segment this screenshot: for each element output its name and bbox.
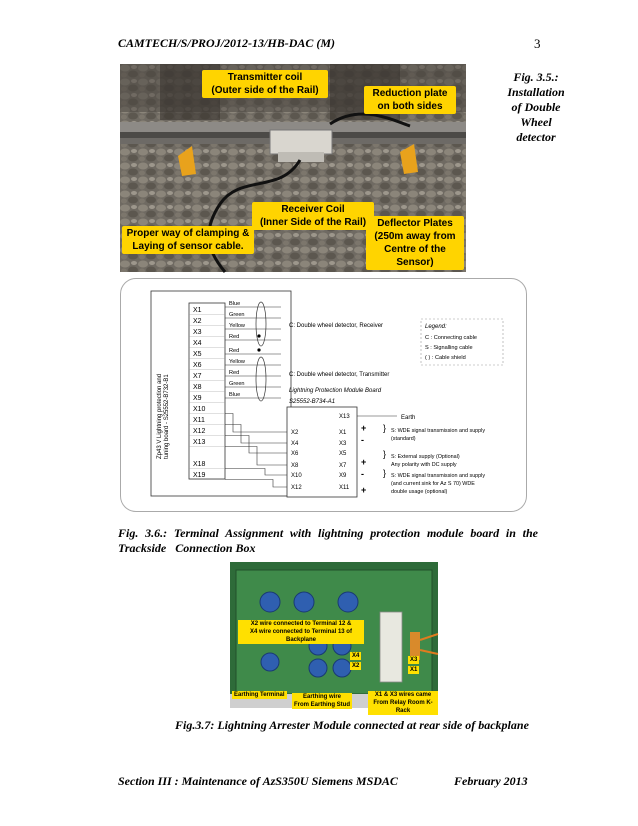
transmitter-label: C: Double wheel detector, Transmitter bbox=[289, 372, 390, 378]
receiver-coil-callout bbox=[252, 202, 374, 230]
fig35-caption bbox=[470, 70, 602, 145]
wire-color-label: Blue bbox=[229, 392, 241, 398]
signal-note-line: Any polarity with DC supply bbox=[391, 462, 457, 468]
terminal-label: X3 bbox=[193, 329, 202, 336]
module-terminal-label: X11 bbox=[339, 485, 350, 491]
module-terminal-label: X5 bbox=[339, 451, 347, 457]
x2-x4-wire-label bbox=[238, 620, 364, 644]
wire-color-label: Yellow bbox=[229, 359, 245, 365]
wire-color-label: Red bbox=[229, 348, 240, 354]
page-number: 3 bbox=[534, 36, 541, 51]
legend-item: ( ) : Cable shield bbox=[425, 355, 466, 361]
module-terminal-label: X1 bbox=[339, 430, 347, 436]
earth-label: Earth bbox=[401, 415, 416, 421]
side-label-2: tuning board - S25552-B732-B1 bbox=[164, 374, 170, 459]
terminal-label: X18 bbox=[193, 461, 206, 468]
terminal-label: X2 bbox=[193, 318, 202, 325]
callout-line: (Inner Side of the Rail) bbox=[259, 217, 367, 228]
receiver-shield bbox=[256, 302, 266, 346]
caption-line: detector bbox=[516, 130, 556, 144]
relay-room-label bbox=[368, 691, 438, 715]
module-terminal-label: X9 bbox=[339, 473, 347, 479]
transmitter-coil-callout bbox=[202, 70, 328, 98]
clamping-callout bbox=[122, 226, 254, 254]
callout-line: Transmitter coil bbox=[227, 72, 303, 83]
callout-line: Proper way of clamping & bbox=[126, 228, 250, 239]
signal-note-line: S: WDE signal transmission and supply bbox=[391, 428, 486, 434]
callout-line: Laying of sensor cable. bbox=[132, 241, 244, 252]
fig37-caption: Fig.3.7: Lightning Arrester Module connected at rear side of backplane bbox=[175, 718, 529, 732]
terminal-label: X1 bbox=[193, 307, 202, 314]
caption-line: Fig. 3.5.: bbox=[513, 70, 559, 84]
polarity-sign: - bbox=[361, 469, 364, 479]
wire-color-labels bbox=[225, 301, 281, 398]
module-terminal-label: X2 bbox=[291, 430, 299, 436]
x1-tag: X1 bbox=[410, 667, 418, 673]
signal-note-line: S: WDE signal transmission and supply bbox=[391, 473, 486, 479]
junction-dot bbox=[257, 348, 260, 351]
wire-color-label: Green bbox=[229, 312, 245, 318]
footer-left: Section III : Maintenance of AzS350U Siemens MSDAC bbox=[118, 774, 398, 788]
callout-line: Reduction plate bbox=[372, 88, 448, 99]
callout-line: Receiver Coil bbox=[281, 204, 345, 215]
terminal-label: X9 bbox=[193, 395, 202, 402]
terminal-label: X10 bbox=[193, 406, 206, 413]
x3-tag: X3 bbox=[410, 657, 418, 663]
earthing-wire-label bbox=[292, 693, 352, 709]
transmitter-shield bbox=[256, 357, 266, 401]
callout-line: (250m away from bbox=[374, 231, 456, 242]
receiver-label: C: Double wheel detector, Receiver bbox=[289, 323, 384, 329]
signal-notes bbox=[383, 423, 485, 495]
module-terminal-label: X7 bbox=[339, 463, 347, 469]
module-terminal-label: X3 bbox=[339, 441, 347, 447]
callout-line: on both sides bbox=[377, 101, 443, 112]
label-line: X2 wire connected to Terminal 12 & bbox=[250, 621, 352, 627]
caption-line: of Double bbox=[511, 100, 561, 114]
callout-line: Deflector Plates bbox=[377, 218, 453, 229]
terminal-label: X6 bbox=[193, 362, 202, 369]
terminal-label: X13 bbox=[193, 439, 206, 446]
legend-item: S : Signalling cable bbox=[425, 345, 473, 351]
callout-line: Centre of the Sensor) bbox=[384, 244, 446, 268]
brace: } bbox=[383, 468, 387, 478]
module-terminal-label: X6 bbox=[291, 451, 299, 457]
label-line: Earthing wire bbox=[302, 694, 341, 700]
fig36-caption-line2: Trackside Connection Box bbox=[118, 541, 256, 555]
terminal-label: X4 bbox=[193, 340, 202, 347]
x4-tag: X4 bbox=[352, 653, 360, 659]
polarity-sign: + bbox=[361, 423, 367, 433]
polarity-sign: - bbox=[361, 435, 364, 445]
module-id: S25552-B734-A1 bbox=[289, 399, 336, 405]
x2-tag: X2 bbox=[352, 663, 360, 669]
module-terminal-label: X8 bbox=[291, 463, 299, 469]
signal-note-line: (and current sink for Az S 70) WDE bbox=[391, 481, 475, 487]
schematic-svg bbox=[121, 279, 526, 511]
signal-note-line: (standard) bbox=[391, 436, 416, 442]
connection-wires bbox=[225, 414, 287, 488]
side-label-1: Zp43 V Lightning protection and bbox=[157, 373, 163, 459]
polarity-signs bbox=[361, 423, 366, 495]
terminal-label: X11 bbox=[193, 417, 205, 424]
wire-color-label: Red bbox=[229, 334, 240, 340]
module-terminal-label: X10 bbox=[291, 473, 302, 479]
module-terminal-label: X4 bbox=[291, 441, 299, 447]
label-line: From Relay Room K-Rack bbox=[373, 700, 433, 714]
wire-color-label: Yellow bbox=[229, 323, 245, 329]
legend-title: Legend: bbox=[425, 324, 447, 330]
terminal-label: X12 bbox=[193, 428, 206, 435]
label-line: From Earthing Stud bbox=[294, 702, 350, 708]
pcb-photo bbox=[230, 562, 438, 714]
callout-line: (Outer side of the Rail) bbox=[211, 85, 319, 96]
deflector-plates-callout bbox=[366, 216, 464, 270]
module-terminal-x13: X13 bbox=[339, 414, 350, 420]
label-line: X4 wire connected to Terminal 13 of Backplane bbox=[250, 629, 352, 643]
caption-line: Wheel bbox=[520, 115, 552, 129]
footer-right: February 2013 bbox=[454, 774, 528, 788]
label-line: X1 & X3 wires came bbox=[374, 692, 432, 698]
junction-dot bbox=[257, 334, 260, 337]
terminal-schematic bbox=[120, 278, 527, 512]
polarity-sign: + bbox=[361, 485, 367, 495]
terminal-label: X5 bbox=[193, 351, 202, 358]
wire-color-label: Blue bbox=[229, 301, 241, 307]
polarity-sign: + bbox=[361, 457, 367, 467]
signal-note-line: double usage (optional) bbox=[391, 489, 448, 495]
installation-photo bbox=[120, 64, 466, 272]
module-terminal-label: X12 bbox=[291, 485, 302, 491]
wire-color-label: Green bbox=[229, 381, 245, 387]
terminal-label: X8 bbox=[193, 384, 202, 391]
document-header: CAMTECH/S/PROJ/2012-13/HB-DAC (M) bbox=[118, 36, 336, 50]
terminal-label: X19 bbox=[193, 472, 206, 479]
module-title: Lightning Protection Module Board bbox=[289, 388, 382, 394]
fig36-caption-line1: Fig. 3.6.: Terminal Assignment with lightning protection module board in the bbox=[118, 526, 538, 540]
legend-item: C : Connecting cable bbox=[425, 335, 477, 341]
terminal-label: X7 bbox=[193, 373, 202, 380]
brace: } bbox=[383, 423, 387, 433]
caption-line: Installation bbox=[507, 85, 565, 99]
earthing-terminal-label: Earthing Terminal bbox=[234, 692, 285, 698]
reduction-plate-callout bbox=[364, 86, 456, 114]
brace: } bbox=[383, 449, 387, 459]
wire-color-label: Red bbox=[229, 370, 240, 376]
signal-note-line: S: External supply (Optional) bbox=[391, 454, 460, 460]
